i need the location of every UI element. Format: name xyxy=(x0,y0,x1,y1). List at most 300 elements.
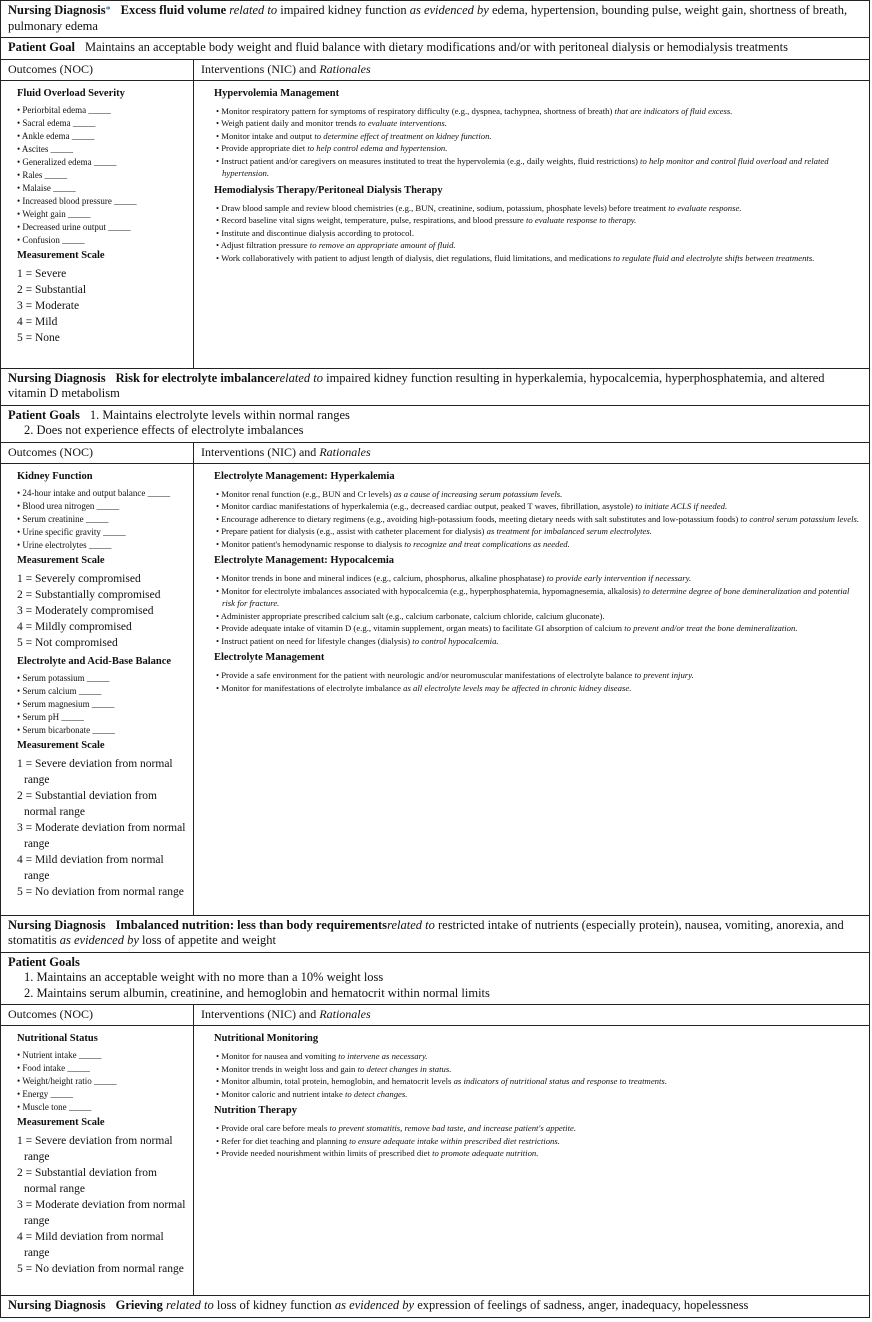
rationale-text: to remove an appropriate amount of fluid. xyxy=(309,240,456,250)
footnote-asterisk: * xyxy=(105,5,111,16)
rationale-text: as indicators of nutritional status and response to treatments. xyxy=(453,1076,667,1086)
intervention-text: Monitor for electrolyte imbalances associated with hypocalcemia (e.g., hyperphosphatemia, hypomagnesemia, alkalosis) xyxy=(221,585,641,596)
bullet: • xyxy=(17,487,21,498)
goal-cell xyxy=(1,405,870,442)
outcome-indicator xyxy=(17,724,189,737)
bullet: • xyxy=(17,1089,21,1099)
outcome-indicator xyxy=(17,711,189,724)
rationales-header-label: Rationales xyxy=(319,61,371,76)
evidence-text: loss of appetite and weight xyxy=(142,933,277,947)
measurement-scale-item: 3 = Moderate xyxy=(17,299,80,312)
intervention-item xyxy=(214,488,861,501)
bullet: • xyxy=(216,1088,220,1099)
outcome-indicator xyxy=(17,1062,189,1075)
rationale-text: to evaluate response. xyxy=(668,202,742,213)
goal-cell xyxy=(1,38,870,60)
related-to-text: impaired kidney function xyxy=(280,3,407,17)
outcome-indicator xyxy=(17,208,189,221)
measurement-scale-item: 2 = Substantial deviation from normal range xyxy=(17,789,157,818)
outcomes-header: Outcomes (NOC) xyxy=(1,442,194,463)
indicator-text: Decreased urine output _____ xyxy=(22,221,131,232)
bullet: • xyxy=(17,221,21,232)
bullet: • xyxy=(216,240,220,250)
bullet: • xyxy=(216,1148,220,1158)
bullet: • xyxy=(216,513,220,524)
bullet: • xyxy=(216,105,220,116)
intervention-text: Monitor respiratory pattern for symptoms of respiratory difficulty (e.g., dyspnea, tachypnea, shortness of breath) xyxy=(221,105,613,116)
diagnosis-title: Risk for electrolyte imbalance xyxy=(115,370,276,385)
indicator-text: Malaise _____ xyxy=(22,182,76,193)
outcome-group xyxy=(17,655,189,900)
bullet: • xyxy=(17,130,21,141)
interventions-header-label: Interventions (NIC) and xyxy=(201,1007,317,1021)
measurement-scale-title: Measurement Scale xyxy=(17,739,105,751)
goals-label: Patient Goals xyxy=(8,407,80,422)
intervention-text: Monitor for nausea and vomiting xyxy=(221,1051,337,1061)
intervention-text: Adjust filtration pressure xyxy=(220,240,308,250)
indicator-text: Weight gain _____ xyxy=(22,208,91,219)
diagnosis-cell xyxy=(1,368,870,405)
rationale-text: to prevent injury. xyxy=(634,670,694,680)
indicator-text: Confusion _____ xyxy=(22,234,85,245)
measurement-scale-item: 4 = Mild deviation from normal range xyxy=(17,853,164,882)
bullet: • xyxy=(17,182,21,193)
intervention-item xyxy=(214,669,861,682)
bullet: • xyxy=(216,1051,220,1061)
intervention-text: Monitor albumin, total protein, hemoglobin, and hematocrit levels xyxy=(221,1076,452,1086)
intervention-item xyxy=(214,682,861,695)
indicator-text: Serum pH _____ xyxy=(22,711,84,722)
bullet: • xyxy=(216,526,220,536)
outcome-title: Fluid Overload Severity xyxy=(17,87,125,99)
intervention-text: Provide adequate intake of vitamin D (e.g., vitamin supplement, organ meats) to facilitate GI absorption of calcium xyxy=(221,623,623,633)
indicator-text: Serum creatinine _____ xyxy=(22,513,109,524)
intervention-item xyxy=(214,130,861,143)
rationale-text: to prevent and/or treat the bone demineralization. xyxy=(624,623,798,633)
bullet: • xyxy=(17,234,21,245)
outcome-indicator xyxy=(17,539,189,552)
diagnosis-cell xyxy=(1,1,870,38)
measurement-scale-title: Measurement Scale xyxy=(17,1117,105,1128)
indicator-text: Generalized edema _____ xyxy=(22,156,117,167)
outcome-indicator xyxy=(17,698,189,711)
indicator-text: Sacral edema _____ xyxy=(22,117,96,128)
bullet: • xyxy=(17,698,21,709)
rationale-text: as all electrolyte levels may be affected in chronic kidney disease. xyxy=(403,682,632,693)
intervention-item xyxy=(214,635,861,648)
measurement-scale-item: 1 = Severe xyxy=(17,267,67,280)
bullet: • xyxy=(17,1076,21,1086)
intervention-text: Refer for diet teaching and planning xyxy=(221,1135,347,1146)
rationale-text: to evaluate response to therapy. xyxy=(525,215,637,225)
intervention-text: Work collaboratively with patient to adjust length of dialysis, diet regulations, fluid limitations, and medications xyxy=(221,252,611,263)
intervention-text: Monitor intake and output xyxy=(221,130,313,141)
outcomes-cell xyxy=(1,80,194,368)
diagnosis-label: Nursing Diagnosis xyxy=(8,370,106,385)
diagnosis-row-4 xyxy=(1,1296,870,1318)
content-row-2 xyxy=(1,463,870,915)
outcome-indicator xyxy=(17,513,189,526)
outcome-indicator xyxy=(17,221,189,234)
outcome-indicator xyxy=(17,195,189,208)
bullet: • xyxy=(17,117,21,128)
bullet: • xyxy=(17,1102,21,1112)
measurement-scale-title: Measurement Scale xyxy=(17,249,105,261)
bullet: • xyxy=(216,610,220,621)
goal-cell xyxy=(1,952,870,1005)
bullet: • xyxy=(216,670,220,680)
evidence-label: as evidenced by xyxy=(334,1298,415,1312)
content-row-3 xyxy=(1,1026,870,1296)
bullet: • xyxy=(216,538,220,549)
bullet: • xyxy=(216,1063,220,1074)
intervention-text: Instruct patient and/or caregivers on measures instituted to treat the hypervolemia (e.g., daily weights, fluid restrictions) xyxy=(221,155,638,166)
intervention-item xyxy=(214,525,861,538)
measurement-scale-item: 4 = Mild deviation from normal range xyxy=(17,1231,164,1259)
measurement-scale-item: 1 = Severe deviation from normal range xyxy=(17,1135,173,1163)
outcomes-cell xyxy=(1,1026,194,1296)
goals-label: Patient Goals xyxy=(8,954,80,969)
bullet: • xyxy=(216,155,220,166)
outcome-group xyxy=(17,87,189,346)
bullet: • xyxy=(17,195,21,206)
intervention-item xyxy=(214,500,861,513)
goal-label: Patient Goal xyxy=(8,40,76,54)
bullet: • xyxy=(17,539,21,550)
interventions-header xyxy=(194,1005,870,1026)
outcome-indicator xyxy=(17,156,189,169)
intervention-text: Provide a safe environment for the patient with neurologic and/or neuromuscular manifestations of electrolyte balance xyxy=(221,670,633,680)
indicator-text: 24-hour intake and output balance _____ xyxy=(22,487,171,498)
indicator-text: Muscle tone _____ xyxy=(22,1102,92,1112)
column-header-row-3 xyxy=(1,1005,870,1026)
intervention-item xyxy=(214,105,861,118)
bullet: • xyxy=(216,573,220,583)
goal-item: 1. Maintains an acceptable weight with no more than a 10% weight loss xyxy=(24,970,384,984)
related-to-label: related to xyxy=(165,1298,214,1312)
bullet: • xyxy=(17,724,21,735)
column-header-row-1 xyxy=(1,59,870,80)
intervention-title: Electrolyte Management: Hyperkalemia xyxy=(214,470,395,482)
indicator-text: Urine electrolytes _____ xyxy=(22,539,112,550)
rationale-text: that are indicators of fluid excess. xyxy=(614,105,733,116)
bullet: • xyxy=(17,1063,21,1073)
intervention-title: Electrolyte Management xyxy=(214,652,325,663)
evidence-text: edema, hypertension, bounding pulse, weight gain, shortness of breath, pulmonary edema xyxy=(8,3,848,33)
outcome-indicator xyxy=(17,672,189,685)
intervention-item xyxy=(214,142,861,155)
indicator-text: Nutrient intake _____ xyxy=(22,1050,102,1060)
intervention-item xyxy=(214,513,861,526)
intervention-item xyxy=(214,538,861,551)
bullet: • xyxy=(216,501,220,511)
bullet: • xyxy=(216,1123,220,1133)
intervention-item xyxy=(214,239,861,252)
goal-text: Maintains an acceptable body weight and fluid balance with dietary modifications and/or with peritoneal dialysis or hemodialysis treatments xyxy=(85,40,788,54)
indicator-text: Weight/height ratio _____ xyxy=(22,1076,117,1086)
diagnosis-label: Nursing Diagnosis xyxy=(8,917,106,932)
indicator-text: Serum magnesium _____ xyxy=(22,698,115,709)
measurement-scale-item: 4 = Mild xyxy=(17,315,58,328)
measurement-scale-title: Measurement Scale xyxy=(17,554,105,566)
intervention-text: Institute and discontinue dialysis according to protocol. xyxy=(221,227,414,238)
bullet: • xyxy=(17,526,21,537)
bullet: • xyxy=(17,513,21,524)
rationale-text: to regulate fluid and electrolyte shifts between treatments. xyxy=(613,252,815,263)
intervention-item xyxy=(214,117,861,130)
intervention-text: Monitor caloric and nutrient intake xyxy=(221,1088,343,1099)
intervention-text: Monitor renal function (e.g., BUN and Cr levels) xyxy=(221,488,392,499)
intervention-item xyxy=(214,1050,861,1063)
indicator-text: Ascites _____ xyxy=(21,143,74,154)
outcomes-header: Outcomes (NOC) xyxy=(1,59,194,80)
diagnosis-cell xyxy=(1,1296,870,1318)
interventions-cell xyxy=(194,1026,870,1296)
indicator-text: Energy _____ xyxy=(22,1089,73,1099)
measurement-scale-item: 5 = None xyxy=(17,331,60,344)
measurement-scale-item: 2 = Substantial deviation from normal range xyxy=(17,1167,157,1195)
measurement-scale-item: 3 = Moderately compromised xyxy=(17,604,154,617)
indicator-text: Urine specific gravity _____ xyxy=(22,526,126,537)
rationale-text: to promote adequate nutrition. xyxy=(432,1148,539,1158)
evidence-label: as evidenced by xyxy=(59,933,139,947)
intervention-item xyxy=(214,214,861,227)
bullet: • xyxy=(216,215,220,225)
rationales-header-label: Rationales xyxy=(319,444,371,459)
intervention-text: Monitor cardiac manifestations of hyperkalemia (e.g., decreased cardiac output, peaked T waves, fibrillation, asystole) xyxy=(221,501,634,511)
diagnosis-cell xyxy=(1,915,870,952)
interventions-cell xyxy=(194,80,870,368)
intervention-title: Nutrition Therapy xyxy=(214,1105,297,1116)
measurement-scale-item: 5 = Not compromised xyxy=(17,636,118,649)
bullet: • xyxy=(17,672,21,683)
outcome-group xyxy=(17,470,189,651)
intervention-text: Monitor for manifestations of electrolyte imbalance xyxy=(221,682,401,693)
evidence-text: expression of feelings of sadness, anger, inadequacy, hopelessness xyxy=(417,1298,749,1312)
bullet: • xyxy=(216,1076,220,1086)
goal-row-3 xyxy=(1,952,870,1005)
related-to-text: restricted intake of nutrients (especially protein), nausea, vomiting, anorexia, and stomatitis xyxy=(8,917,844,947)
intervention-title: Nutritional Monitoring xyxy=(214,1033,319,1044)
intervention-text: Provide needed nourishment within limits of prescribed diet xyxy=(221,1148,430,1158)
outcome-indicator xyxy=(17,500,189,513)
outcome-indicator xyxy=(17,182,189,195)
diagnosis-title: Grieving xyxy=(115,1298,163,1312)
diagnosis-row-2 xyxy=(1,368,870,405)
outcome-indicator xyxy=(17,685,189,698)
rationale-text: to recognize and treat complications as needed. xyxy=(404,538,570,549)
goal-item: 1. Maintains electrolyte levels within normal ranges xyxy=(89,407,350,422)
measurement-scale-item: 1 = Severely compromised xyxy=(17,572,141,585)
intervention-item xyxy=(214,572,861,585)
outcome-indicator xyxy=(17,169,189,182)
outcome-title: Electrolyte and Acid-Base Balance xyxy=(17,655,172,667)
intervention-item xyxy=(214,1122,861,1135)
intervention-item xyxy=(214,202,861,215)
content-row-1 xyxy=(1,80,870,368)
rationale-text: to intervene as necessary. xyxy=(338,1051,428,1061)
bullet: • xyxy=(216,623,220,633)
bullet: • xyxy=(216,585,220,596)
intervention-text: Monitor trends in bone and mineral indices (e.g., calcium, phosphorus, alkaline phosphatase) xyxy=(221,573,545,583)
intervention-item xyxy=(214,1147,861,1160)
bullet: • xyxy=(216,130,220,141)
related-to-label: related to xyxy=(229,3,278,17)
rationale-text: to prevent stomatitis, remove bad taste, and increase patient's appetite. xyxy=(329,1123,577,1133)
intervention-title: Electrolyte Management: Hypocalcemia xyxy=(214,555,395,566)
intervention-text: Monitor patient's hemodynamic response to dialysis xyxy=(221,538,403,549)
bullet: • xyxy=(17,156,21,167)
bullet: • xyxy=(216,682,220,693)
bullet: • xyxy=(17,500,21,511)
indicator-text: Periorbital edema _____ xyxy=(22,104,111,115)
rationale-text: to provide early intervention if necessary. xyxy=(546,573,692,583)
measurement-scale-item: 2 = Substantially compromised xyxy=(17,588,161,601)
related-to-label: related to xyxy=(387,917,435,932)
interventions-header xyxy=(194,59,870,80)
measurement-scale-item: 2 = Substantial xyxy=(17,283,87,296)
rationale-text: to determine degree of bone demineralization and potential risk for fracture. xyxy=(222,585,850,608)
indicator-text: Rales _____ xyxy=(22,169,68,180)
bullet: • xyxy=(216,488,220,499)
measurement-scale-item: 3 = Moderate deviation from normal range xyxy=(17,1199,186,1227)
outcome-title: Kidney Function xyxy=(17,470,93,482)
rationales-header-label: Rationales xyxy=(319,1007,371,1021)
measurement-scale-item: 5 = No deviation from normal range xyxy=(17,885,184,898)
interventions-header-label: Interventions (NIC) and xyxy=(201,444,317,459)
intervention-item xyxy=(214,1088,861,1101)
outcome-indicator xyxy=(17,104,189,117)
bullet: • xyxy=(17,169,21,180)
outcome-indicator xyxy=(17,1088,189,1101)
evidence-label: as evidenced by xyxy=(409,3,489,17)
bullet: • xyxy=(17,1050,21,1060)
rationale-text: as treatment for imbalanced serum electrolytes. xyxy=(486,526,652,536)
intervention-text: Draw blood sample and review blood chemistries (e.g., BUN, creatinine, sodium, potassium, phosphate levels) before treatment xyxy=(221,202,667,213)
diagnosis-row-1 xyxy=(1,1,870,38)
intervention-item xyxy=(214,585,861,610)
intervention-text: Record baseline vital signs weight, temperature, pulse, respirations, and blood pressure xyxy=(221,215,524,225)
rationale-text: to control hypocalcemia. xyxy=(412,635,499,646)
outcome-indicator xyxy=(17,143,189,156)
bullet: • xyxy=(216,635,220,646)
bullet: • xyxy=(17,208,21,219)
intervention-title: Hypervolemia Management xyxy=(214,87,340,99)
outcome-indicator xyxy=(17,1049,189,1062)
intervention-item xyxy=(214,610,861,623)
related-to-label: related to xyxy=(275,370,323,385)
goal-row-1 xyxy=(1,38,870,60)
diagnosis-title: Excess fluid volume xyxy=(120,3,227,17)
bullet: • xyxy=(17,104,21,115)
intervention-text: Instruct patient on need for lifestyle changes (dialysis) xyxy=(221,635,411,646)
bullet: • xyxy=(216,252,220,263)
intervention-text: Administer appropriate prescribed calcium salt (e.g., calcium carbonate, calcium chloride, calcium gluconate). xyxy=(220,610,605,621)
bullet: • xyxy=(216,143,220,153)
bullet: • xyxy=(216,227,220,238)
outcome-title: Nutritional Status xyxy=(17,1033,98,1044)
outcome-indicator xyxy=(17,487,189,500)
intervention-title: Hemodialysis Therapy/Peritoneal Dialysis Therapy xyxy=(214,184,443,196)
intervention-text: Encourage adherence to dietary regimens (e.g., avoiding high-potassium foods, meeting dietary needs with salt substitutes and low-potassium foods) xyxy=(221,513,739,524)
rationale-text: to help control edema and hypertension. xyxy=(307,143,448,153)
interventions-header xyxy=(194,442,870,463)
measurement-scale-item: 3 = Moderate deviation from normal range xyxy=(17,821,186,850)
rationale-text: to evaluate interventions. xyxy=(358,118,447,128)
rationale-text: to determine effect of treatment on kidney function. xyxy=(314,130,492,141)
bullet: • xyxy=(216,118,220,128)
outcome-indicator xyxy=(17,234,189,247)
bullet: • xyxy=(216,1135,220,1146)
column-header-row-2 xyxy=(1,442,870,463)
related-to-text: loss of kidney function xyxy=(216,1298,332,1312)
intervention-text: Provide oral care before meals xyxy=(221,1123,328,1133)
intervention-item xyxy=(214,155,861,180)
diagnosis-label: Nursing Diagnosis xyxy=(8,3,106,17)
measurement-scale-item: 1 = Severe deviation from normal range xyxy=(17,757,173,786)
intervention-item xyxy=(214,1075,861,1088)
diagnosis-title: Imbalanced nutrition: less than body requirements xyxy=(115,917,388,932)
indicator-text: Blood urea nitrogen _____ xyxy=(22,500,120,511)
indicator-text: Ankle edema _____ xyxy=(21,130,95,141)
rationale-text: to control serum potassium levels. xyxy=(740,513,860,524)
intervention-item xyxy=(214,1135,861,1148)
indicator-text: Serum potassium _____ xyxy=(22,672,110,683)
intervention-text: Weigh patient daily and monitor trends xyxy=(221,118,357,128)
goal-row-2 xyxy=(1,405,870,442)
bullet: • xyxy=(216,202,220,213)
outcomes-cell xyxy=(1,463,194,915)
intervention-text: Monitor trends in weight loss and gain xyxy=(221,1063,356,1074)
outcome-indicator xyxy=(17,1075,189,1088)
rationale-text: to detect changes in status. xyxy=(357,1063,452,1074)
goal-item: 2. Does not experience effects of electrolyte imbalances xyxy=(24,423,304,437)
indicator-text: Serum bicarbonate _____ xyxy=(22,724,115,735)
measurement-scale-item: 4 = Mildly compromised xyxy=(17,620,132,633)
diagnosis-row-3 xyxy=(1,915,870,952)
bullet: • xyxy=(17,685,21,696)
related-to-text: impaired kidney function resulting in hyperkalemia, hypocalcemia, hyperphosphatemia, and altered vitamin D metabolism xyxy=(8,370,825,400)
goal-item: 2. Maintains serum albumin, creatinine, and hemoglobin and hematocrit within normal limits xyxy=(24,985,490,1000)
interventions-header-label: Interventions (NIC) and xyxy=(201,61,317,76)
bullet: • xyxy=(17,143,21,154)
interventions-cell xyxy=(194,463,870,915)
intervention-item xyxy=(214,252,861,265)
intervention-item xyxy=(214,1063,861,1076)
rationale-text: to initiate ACLS if needed. xyxy=(635,501,728,511)
outcome-indicator xyxy=(17,130,189,143)
diagnosis-label: Nursing Diagnosis xyxy=(8,1298,106,1312)
indicator-text: Serum calcium _____ xyxy=(22,685,102,696)
intervention-item xyxy=(214,622,861,635)
rationale-text: to ensure adequate intake within prescribed diet restrictions. xyxy=(349,1135,560,1146)
rationale-text: to help monitor and control fluid overload and related hypertension. xyxy=(222,155,829,178)
outcome-group xyxy=(17,1032,189,1277)
intervention-item xyxy=(214,227,861,240)
outcome-indicator xyxy=(17,117,189,130)
intervention-text: Prepare patient for dialysis (e.g., assist with catheter placement for dialysis) xyxy=(221,526,485,536)
outcomes-header: Outcomes (NOC) xyxy=(1,1005,194,1026)
bullet: • xyxy=(17,711,21,722)
indicator-text: Food intake _____ xyxy=(22,1063,90,1073)
rationale-text: as a cause of increasing serum potassium levels. xyxy=(393,488,563,499)
outcome-indicator xyxy=(17,526,189,539)
rationale-text: to detect changes. xyxy=(344,1088,408,1099)
intervention-text: Provide appropriate diet xyxy=(221,143,306,153)
measurement-scale-item: 5 = No deviation from normal range xyxy=(17,1263,184,1275)
outcome-indicator xyxy=(17,1101,189,1114)
indicator-text: Increased blood pressure _____ xyxy=(22,195,137,206)
